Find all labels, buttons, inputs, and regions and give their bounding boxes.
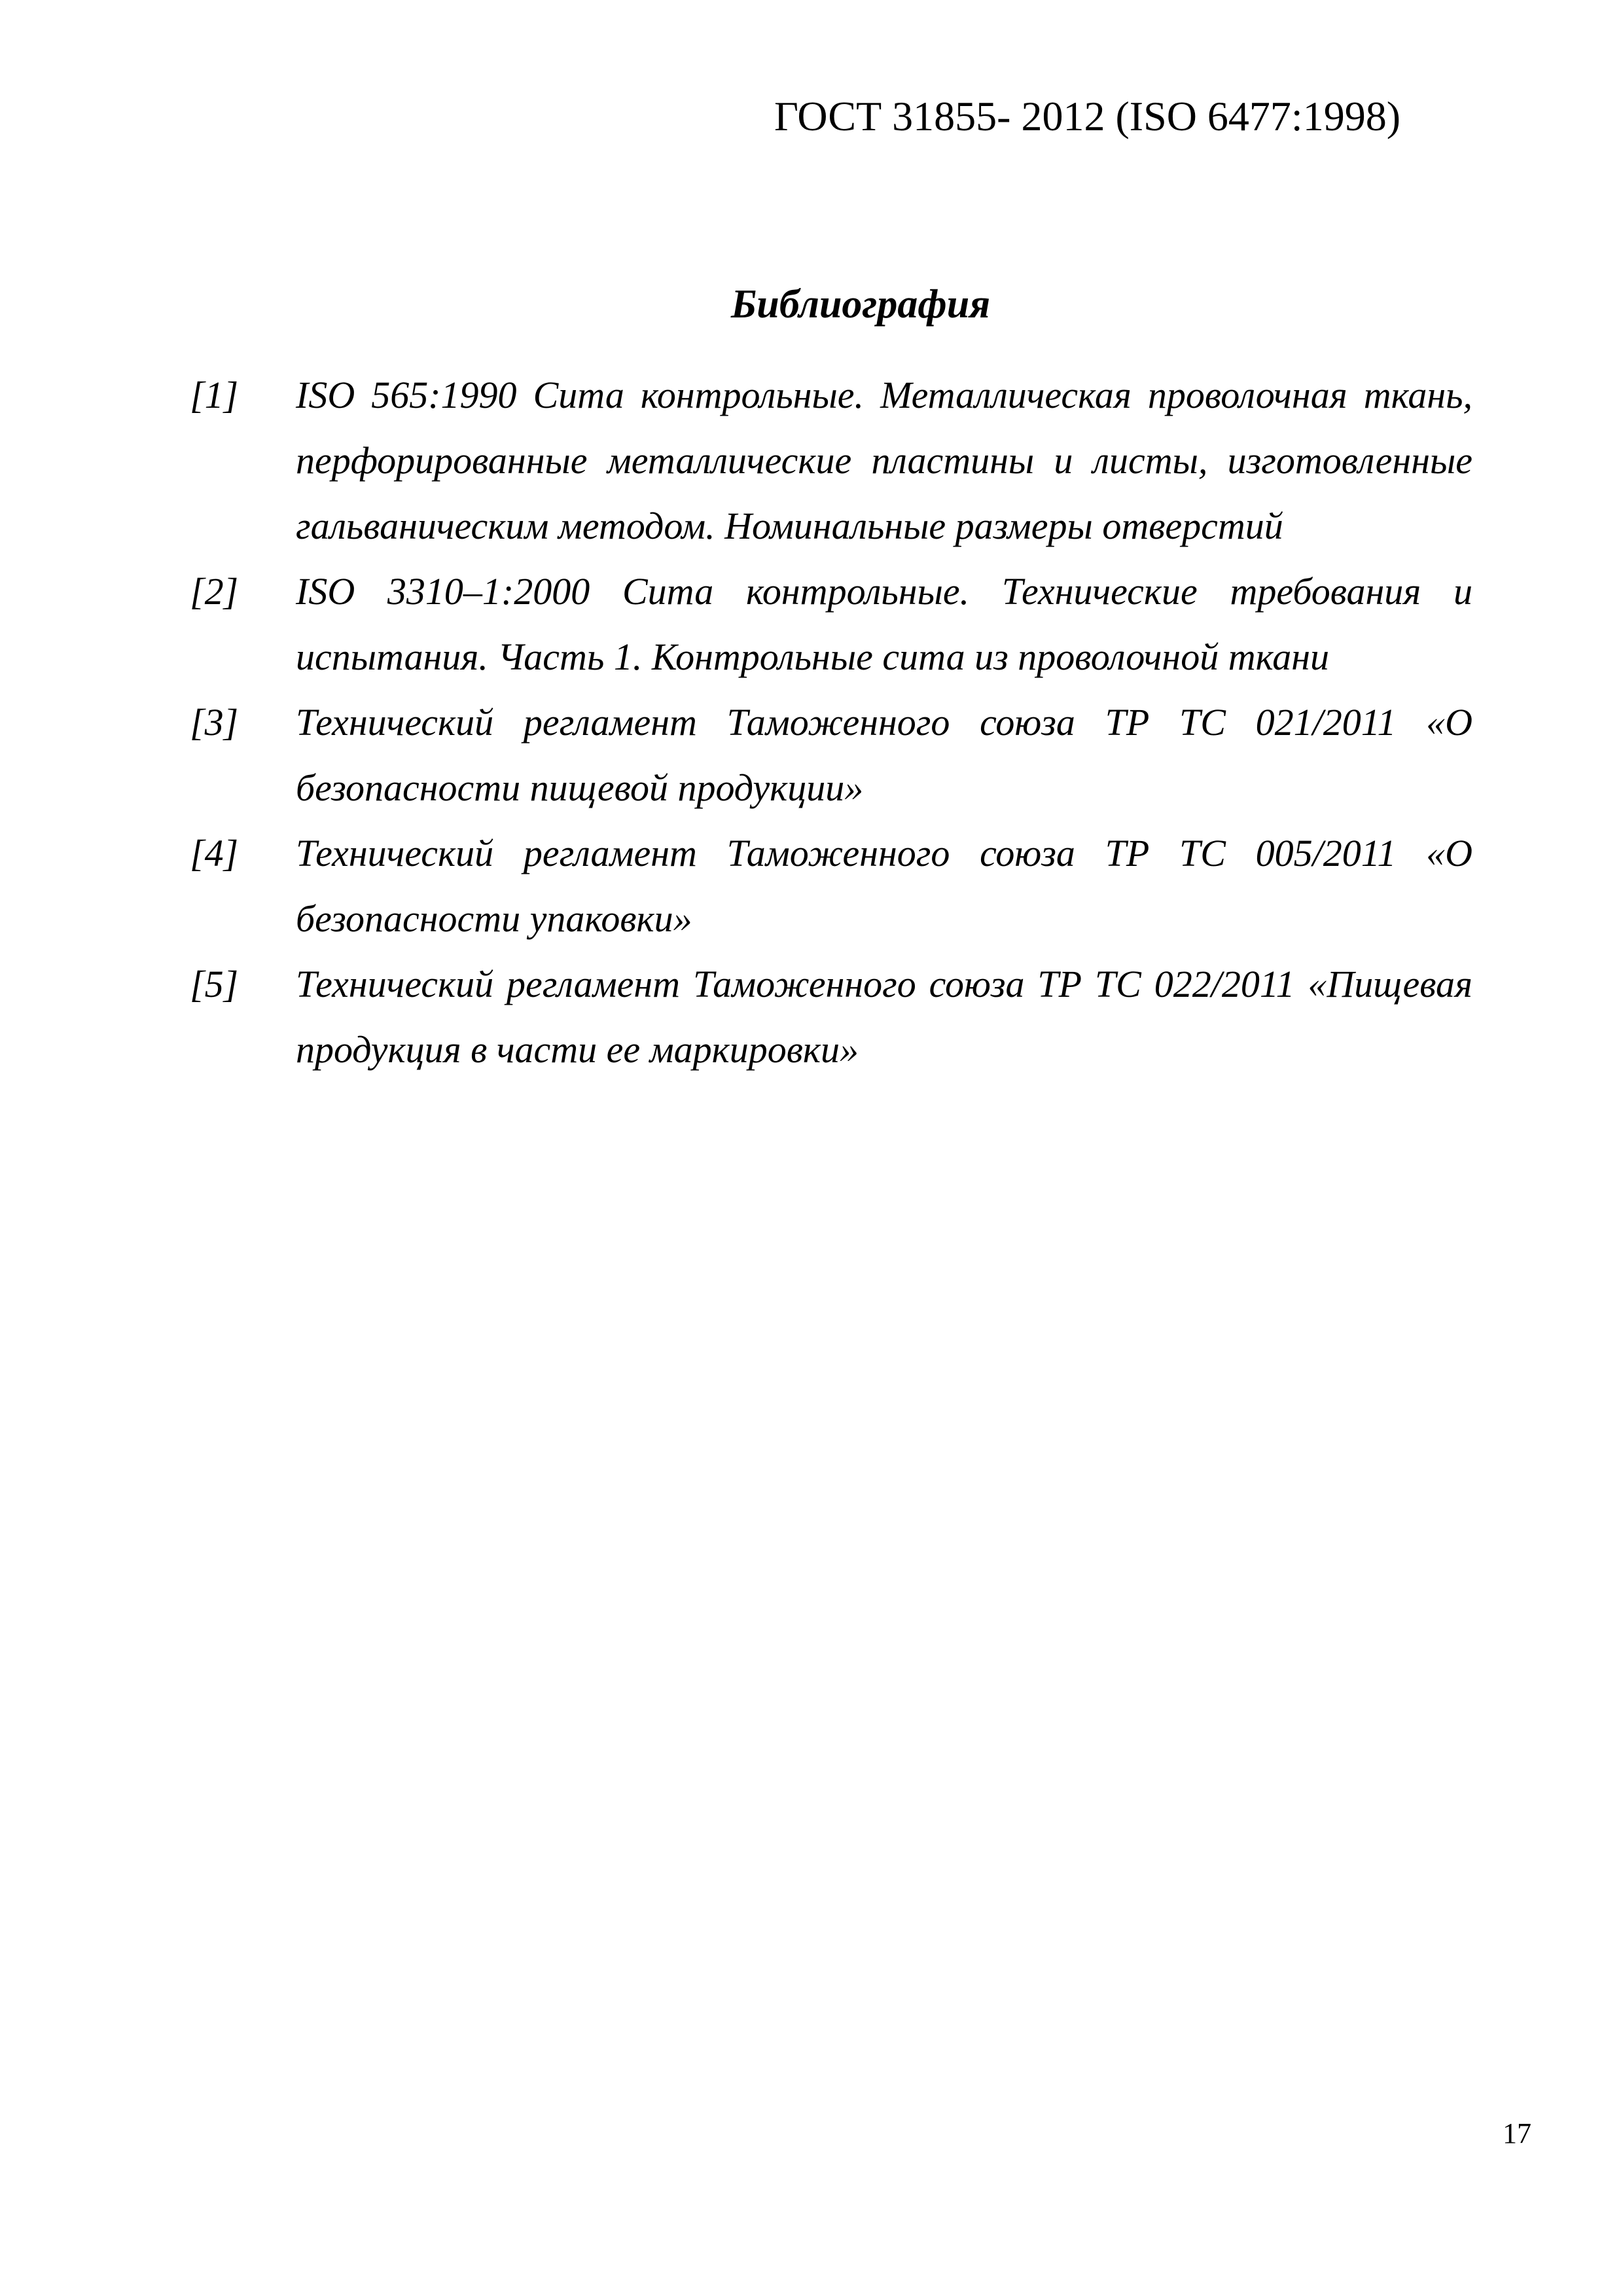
- entry-number: [4]: [190, 832, 239, 874]
- page-number: 17: [1503, 2117, 1531, 2149]
- entry-text: Технический регламент Таможенного союза ТР ТС 005/2011 «О безопасности упаковки»: [296, 832, 1472, 940]
- entry-number: [3]: [190, 701, 239, 744]
- entry-text: ISO 3310–1:2000 Сита контрольные. Технические требования и испытания. Часть 1. Контрольные сита из проволочной ткани: [296, 570, 1472, 678]
- section-title: Библиография: [730, 282, 991, 327]
- entry-number: [2]: [190, 570, 239, 613]
- bibliography-entry-2: [190, 559, 1472, 690]
- bibliography-entry-3: [190, 690, 1472, 821]
- bibliography-entry-4: [190, 821, 1472, 952]
- bibliography-entry-5: [190, 952, 1472, 1083]
- bibliography-entry-1: [190, 363, 1472, 559]
- standard-designation: ГОСТ 31855- 2012 (ISO 6477:1998): [774, 93, 1400, 139]
- entry-text: Технический регламент Таможенного союза ТР ТС 021/2011 «О безопасности пищевой продукции»: [296, 701, 1472, 809]
- bibliography-list: [190, 363, 1472, 1083]
- entry-number: [1]: [190, 374, 239, 416]
- entry-text: ISO 565:1990 Сита контрольные. Металлическая проволочная ткань, перфорированные металлические пластины и листы, изготовленные гальваническим методом. Номинальные размеры отверстий: [296, 374, 1472, 547]
- entry-text: Технический регламент Таможенного союза ТР ТС 022/2011 «Пищевая продукция в части ее маркировки»: [296, 963, 1472, 1071]
- entry-number: [5]: [190, 963, 239, 1005]
